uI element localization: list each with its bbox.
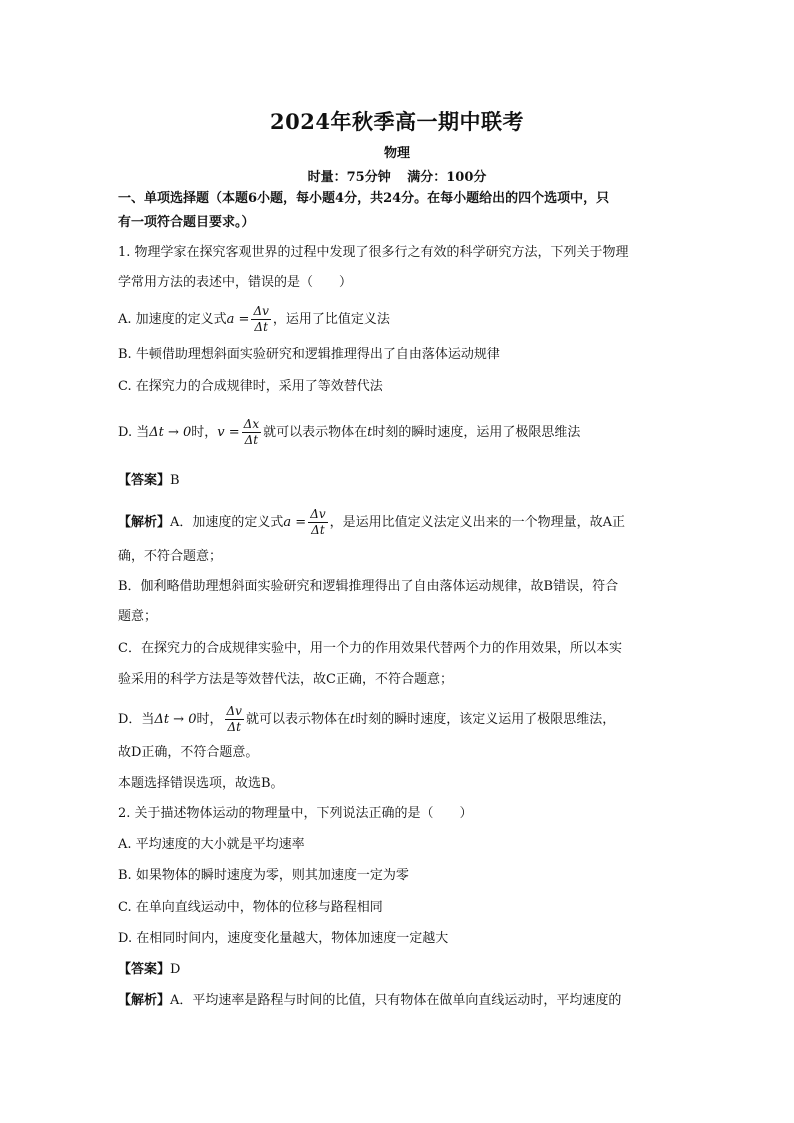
section-heading-line1: 一、单项选择题（本题6小题，每小题4分，共24分。在每小题给出的四个选项中，只 xyxy=(118,191,610,206)
exam-time: 时量：75分钟 xyxy=(307,170,391,185)
q1-option-a-fraction xyxy=(251,304,270,335)
q1-conclusion: 本题选择错误选项，故选B。 xyxy=(118,776,284,791)
q1-analysis-d-t: t xyxy=(349,712,356,727)
q1-option-d-post: 时刻的瞬时速度，运用了极限思维法 xyxy=(372,425,581,440)
q1-analysis-c-line1: C．在探究力的合成规律实验中，用一个力的作用效果代替两个力的作用效果，所以本实 xyxy=(118,641,622,656)
q1-analysis-d-line2: 故D正确，不符合题意。 xyxy=(118,745,259,760)
q2-option-d: D. 在相同时间内，速度变化量越大，物体加速度一定越大 xyxy=(118,931,449,946)
q2-option-a: A. 平均速度的大小就是平均速率 xyxy=(118,837,305,852)
q1-analysis-d-cond: Δt → 0 xyxy=(154,712,197,727)
exam-subject: 物理 xyxy=(383,146,410,161)
fraction-denominator: Δt xyxy=(311,523,325,537)
answer-tag: 【答案】 xyxy=(118,473,171,488)
q1-option-b: B. 牛顿借助理想斜面实验研究和逻辑推理得出了自由落体运动规律 xyxy=(118,347,500,362)
q1-analysis-d xyxy=(118,704,678,735)
q2-stem: 2. 关于描述物体运动的物理量中，下列说法正确的是（ ） xyxy=(118,806,473,821)
q1-analysis-d-pre: D．当 xyxy=(118,712,155,727)
q1-analysis-a-lhs: a = xyxy=(283,515,307,530)
q2-option-c: C. 在单向直线运动中，物体的位移与路程相同 xyxy=(118,900,383,915)
exam-meta xyxy=(0,166,794,185)
q1-option-d-cond: Δt → 0 xyxy=(149,425,192,440)
answer-tag: 【答案】 xyxy=(118,962,171,977)
q2-answer xyxy=(118,961,678,979)
q1-analysis-a-pre: A．加速度的定义式 xyxy=(170,515,284,530)
q1-option-d xyxy=(118,417,678,448)
q2-analysis-a-text: A．平均速率是路程与时间的比值，只有物体在做单向直线运动时，平均速度的 xyxy=(170,993,622,1008)
q1-option-d-lhs: v = xyxy=(217,425,240,440)
q1-analysis-a-fraction xyxy=(308,507,327,538)
fraction-denominator: Δt xyxy=(254,320,268,334)
fraction-numerator: Δv xyxy=(253,304,269,318)
q1-option-d-mid1: 时， xyxy=(191,425,218,440)
q1-option-d-pre: D. 当 xyxy=(118,425,150,440)
section-heading-line2: 有一项符合题目要求。） xyxy=(118,215,255,230)
analysis-tag: 【解析】 xyxy=(118,515,171,530)
answer-value: B xyxy=(170,473,180,488)
q1-option-a xyxy=(118,304,678,335)
q2-analysis-a-line1 xyxy=(118,992,678,1010)
answer-value: D xyxy=(170,962,181,977)
q1-analysis-b-line1: B．伽利略借助理想斜面实验研究和逻辑推理得出了自由落体运动规律，故B错误，符合 xyxy=(118,579,619,594)
q1-analysis-c-line2: 验采用的科学方法是等效替代法，故C正确，不符合题意； xyxy=(118,672,453,687)
q1-stem-line2: 学常用方法的表述中，错误的是（ ） xyxy=(118,275,353,290)
q1-option-d-mid2: 就可以表示物体在 xyxy=(263,425,368,440)
q1-option-a-pre: A. 加速度的定义式 xyxy=(118,312,227,327)
fraction-denominator: Δt xyxy=(244,433,259,447)
q1-stem-line1: 1. 物理学家在探究客观世界的过程中发现了很多行之有效的科学研究方法，下列关于物理 xyxy=(118,245,629,260)
q1-analysis-d-fraction xyxy=(225,704,244,735)
q1-option-d-t: t xyxy=(367,425,373,440)
fraction-numerator: Δv xyxy=(310,507,326,521)
q1-analysis-d-post: 时刻的瞬时速度，该定义运用了极限思维法， xyxy=(355,712,616,727)
q1-option-c: C. 在探究力的合成规律时，采用了等效替代法 xyxy=(118,379,383,394)
q2-option-b: B. 如果物体的瞬时速度为零，则其加速度一定为零 xyxy=(118,868,409,883)
q1-analysis-b-line2: 题意； xyxy=(118,609,158,624)
analysis-tag: 【解析】 xyxy=(118,993,171,1008)
q1-answer xyxy=(118,472,678,490)
q1-analysis-a-post: ，是运用比值定义法定义出来的一个物理量，故A正 xyxy=(329,515,626,530)
exam-title: 2024年秋季高一期中联考 xyxy=(270,109,524,134)
q1-option-a-post: ，运用了比值定义法 xyxy=(272,312,390,327)
q1-analysis-d-mid1: 时， xyxy=(196,712,223,727)
q1-analysis-a-line2: 确，不符合题意； xyxy=(118,549,223,564)
q1-analysis-d-mid2: 就可以表示物体在 xyxy=(245,712,350,727)
exam-score: 满分：100分 xyxy=(407,170,487,185)
fraction-denominator: Δt xyxy=(227,720,241,734)
q1-option-d-fraction xyxy=(242,417,261,448)
q1-analysis-a xyxy=(118,507,678,538)
fraction-numerator: Δv xyxy=(226,704,242,718)
fraction-numerator: Δx xyxy=(243,417,260,431)
q1-option-a-lhs: a = xyxy=(226,312,250,327)
